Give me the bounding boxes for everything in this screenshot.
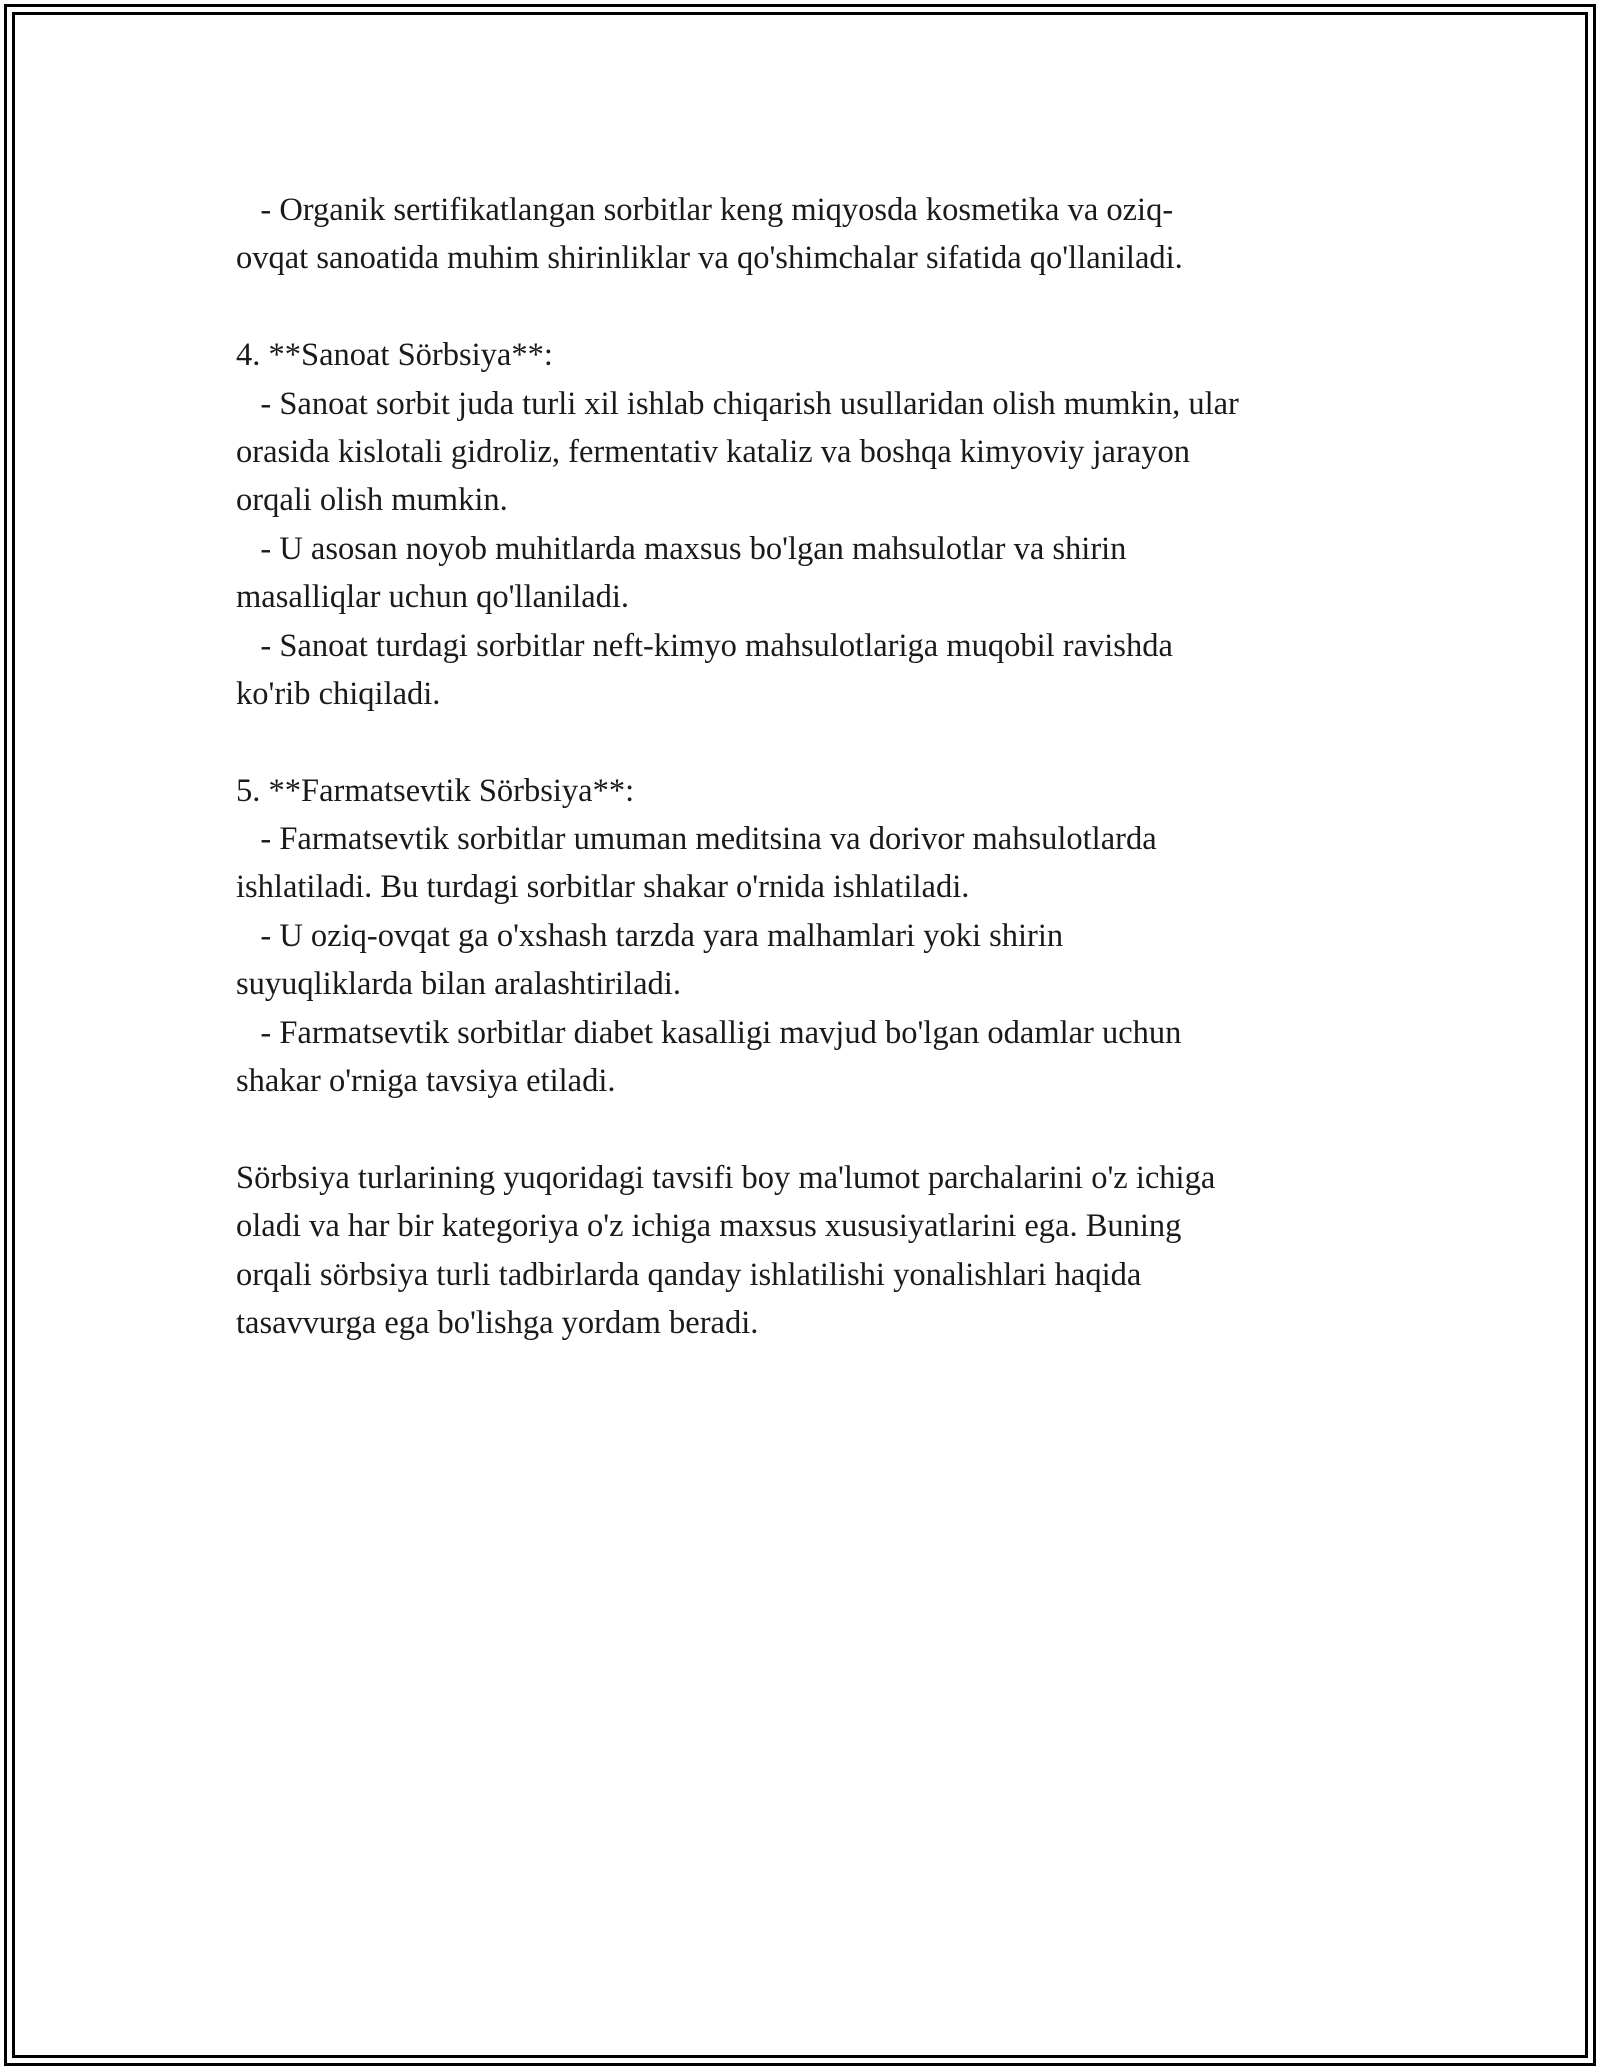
blank-line (236, 718, 1406, 766)
text-line: shakar o'rniga tavsiya etiladi. (236, 1063, 616, 1100)
text-line: ko'rib chiqiladi. (236, 675, 441, 712)
text-line: - Farmatsevtik sorbitlar diabet kasalligi mavjud bo'lgan odamlar uchun (236, 1014, 1182, 1051)
text-line: tasavvurga ega bo'lishga yordam beradi. (236, 1304, 759, 1341)
text-line: - Farmatsevtik sorbitlar umuman meditsina va dorivor mahsulotlarda (236, 821, 1157, 858)
blank-line (236, 283, 1406, 331)
document-body (236, 186, 1406, 1347)
text-line: ovqat sanoatida muhim shirinliklar va qo'shimchalar sifatida qo'llaniladi. (236, 240, 1183, 277)
text-line: orqali olish mumkin. (236, 482, 508, 519)
text-line: ishlatiladi. Bu turdagi sorbitlar shakar o'rnida ishlatiladi. (236, 869, 970, 906)
text-line: Sörbsiya turlarining yuqoridagi tavsifi boy ma'lumot parchalarini o'z ichiga (236, 1159, 1216, 1196)
blank-line (236, 1105, 1406, 1153)
text-line: - U asosan noyob muhitlarda maxsus bo'lgan mahsulotlar va shirin (236, 530, 1127, 567)
text-line: - Sanoat turdagi sorbitlar neft-kimyo mahsulotlariga muqobil ravishda (236, 627, 1173, 664)
text-line: - U oziq-ovqat ga o'xshash tarzda yara malhamlari yoki shirin (236, 917, 1064, 954)
text-line: masalliqlar uchun qo'llaniladi. (236, 579, 630, 616)
text-line: orasida kislotali gidroliz, fermentativ kataliz va boshqa kimyoviy jarayon (236, 433, 1190, 470)
text-line: - Organik sertifikatlangan sorbitlar keng miqyosda kosmetika va oziq- (236, 192, 1174, 228)
text-line: suyuqliklarda bilan aralashtiriladi. (236, 966, 681, 1003)
text-line: oladi va har bir kategoriya o'z ichiga maxsus xususiyatlarini ega. Buning (236, 1208, 1182, 1245)
text-line: - Sanoat sorbit juda turli xil ishlab chiqarish usullaridan olish mumkin, ular (236, 385, 1239, 422)
text-line: orqali sörbsiya turli tadbirlarda qanday ishlatilishi yonalishlari haqida (236, 1256, 1142, 1293)
section-heading: 4. **Sanoat Sörbsiya**: (236, 337, 553, 374)
section-heading: 5. **Farmatsevtik Sörbsiya**: (236, 772, 635, 809)
